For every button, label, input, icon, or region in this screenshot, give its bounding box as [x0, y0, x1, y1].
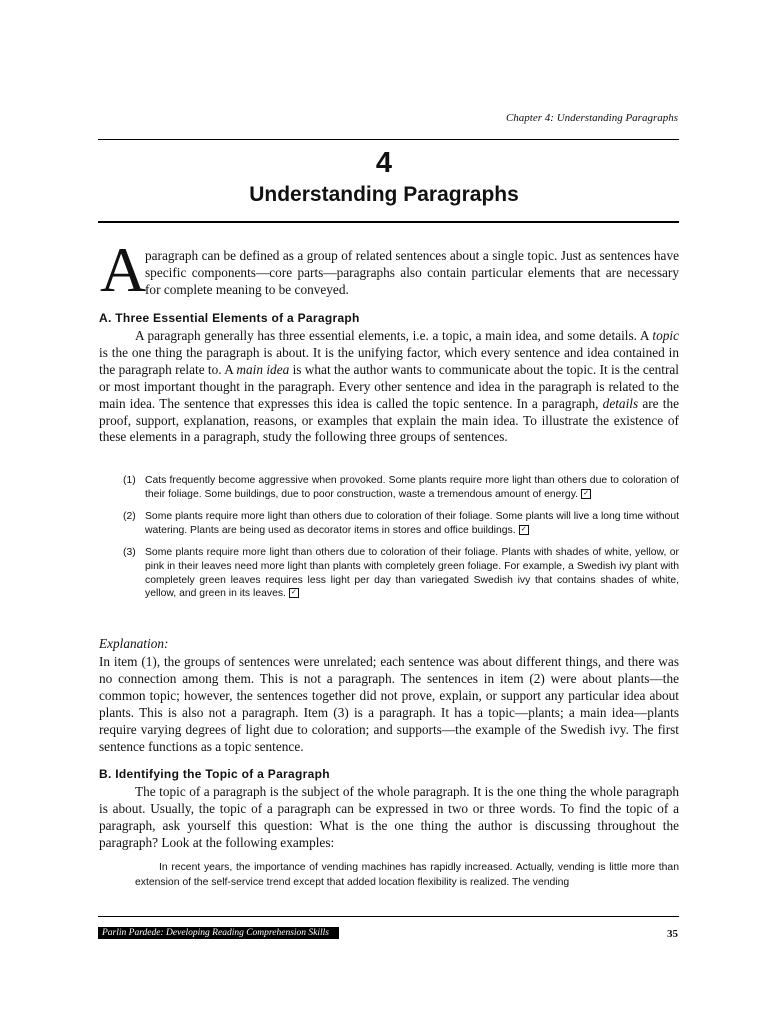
checkbox-icon: ✓	[519, 525, 529, 535]
section-b-heading: B. Identifying the Topic of a Paragraph	[99, 767, 330, 781]
example-number: (3)	[123, 547, 136, 559]
example-list	[123, 474, 679, 601]
checkbox-icon: ✓	[581, 489, 591, 499]
section-b-paragraph: The topic of a paragraph is the subject of the whole paragraph. It is the one thing the whole paragraph is about. Usually, the topic of a paragraph can be expressed in two or three words. To find the topic of a paragraph, ask yourself this question: What is the one thing the author is discussing throughout the paragraph? Look at the following examples:	[99, 784, 679, 850]
example-text: Some plants require more light than others due to coloration of their foliage. Some plants will live a long time without watering. Plants are being used as decorator items in stores and office buildings.	[145, 511, 679, 536]
example-text-wrap	[145, 546, 679, 600]
term-details: details	[602, 395, 639, 411]
section-a-text-1: A paragraph generally has three essential elements, i.e. a topic, a main idea, and some details. A	[135, 328, 653, 343]
example-number: (1)	[123, 475, 136, 486]
example-number: (2)	[123, 511, 136, 523]
explanation-label: Explanation:	[99, 636, 169, 651]
intro-paragraph: paragraph can be defined as a group of related sentences about a single topic. Just as sentences have specific components—core parts—paragraphs also contain particular elements that are necessary for complete meaning to be conveyed.	[145, 248, 679, 297]
drop-cap: A	[100, 234, 147, 305]
example-text-wrap	[145, 510, 679, 537]
section-a-paragraph	[99, 328, 679, 446]
title-rule	[98, 221, 679, 223]
example-text-wrap	[145, 474, 679, 501]
header-rule	[98, 139, 679, 140]
section-a-text-2: is the one thing the paragraph is about. It is the unifying factor, which every sentence and idea contained in the paragraph relate to. A	[99, 344, 679, 377]
example-item	[123, 546, 679, 600]
example-item	[123, 510, 679, 537]
example-passage: In recent years, the importance of vending machines has rapidly increased. Actually, vending is little more than extension of the self-service trend except that added location flexibility is realized. The vending	[135, 862, 679, 888]
example-item	[123, 474, 679, 501]
explanation-paragraph: In item (1), the groups of sentences were unrelated; each sentence was about different things, and there was no connection among them. This is not a paragraph. The sentences in item (2) were about plants—the common topic; however, the sentences together did not prove, explain, or support any particular idea about plants. This is also not a paragraph. Item (3) is a paragraph. It has a topic—plants; a main idea—plants require varying degrees of light due to coloration; and supports—the example of the Swedish ivy. The first sentence functions as a topic sentence.	[99, 654, 679, 754]
example-text: Cats frequently become aggressive when provoked. Some plants require more light than others due to coloration of their foliage. Some buildings, due to poor construction, waste a tremendous amount of energy.	[145, 475, 679, 500]
term-topic: topic	[652, 328, 679, 343]
section-a-text-3: is what the author wants to communicate about the topic. It is the central or most important thought in the paragraph. Every other sentence and idea in the paragraph is related to the main idea. The sentence that expresses this idea is called the topic sentence. In a paragraph,	[99, 361, 679, 411]
section-a-text-4: are the proof, support, explanation, reasons, or examples that explain the main idea. To illustrate the existence of these elements in a paragraph, study the following three groups of sentences.	[99, 395, 680, 445]
page-number: 35	[667, 928, 678, 940]
example-text: Some plants require more light than others due to coloration of their foliage. Plants with shades of white, yellow, or pink in their leaves need more light than plants with completely green foliage. For example, a Swedish ivy plant with completely green leaves requires less light per day than variegated Swedish ivy that contains shades of white, yellow, and green in its leaves.	[145, 547, 679, 600]
section-a-heading: A. Three Essential Elements of a Paragraph	[99, 311, 360, 325]
chapter-number: 4	[375, 147, 393, 179]
footer-rule	[98, 916, 679, 917]
footer-book-label: Parlin Pardede: Developing Reading Comprehension Skills	[98, 927, 339, 939]
running-head: Chapter 4: Understanding Paragraphs	[505, 112, 678, 124]
term-main-idea: main idea	[236, 361, 290, 377]
checkbox-icon: ✓	[289, 588, 299, 598]
chapter-title: Understanding Paragraphs	[249, 183, 519, 206]
